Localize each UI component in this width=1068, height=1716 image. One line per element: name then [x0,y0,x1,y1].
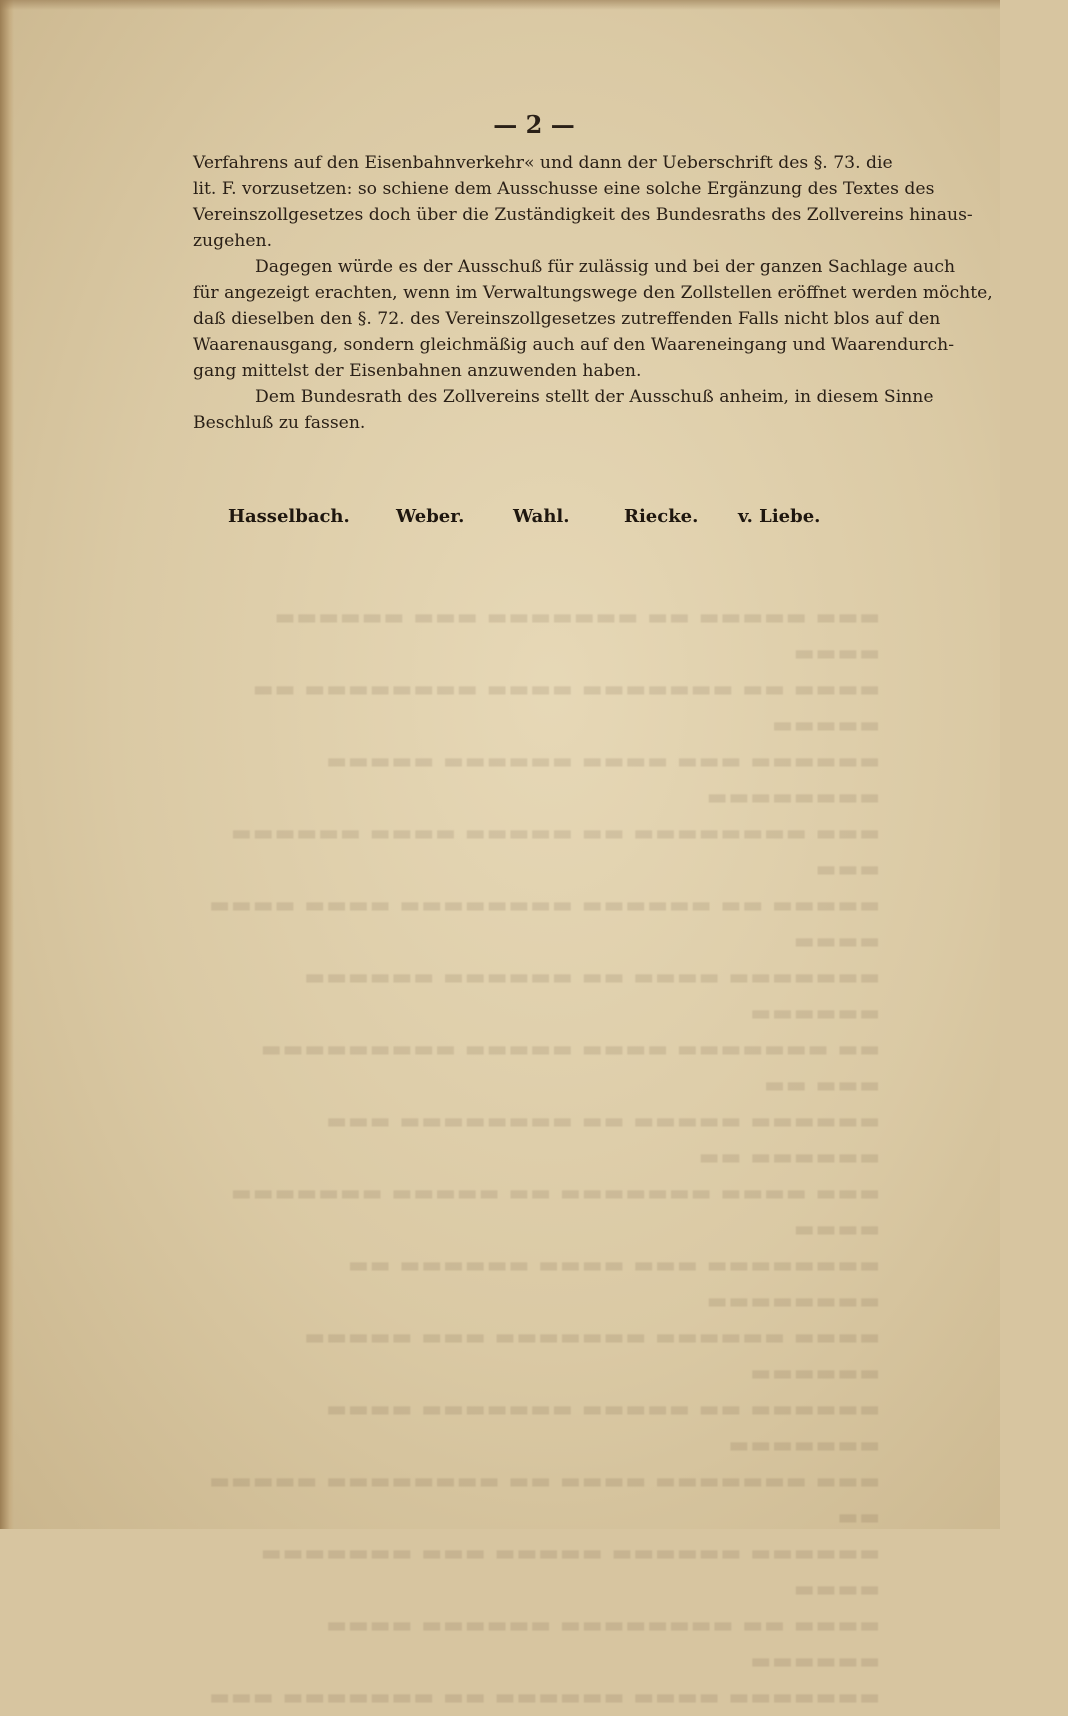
text-line: lit. F. vorzusetzen: so schiene dem Ausschusse eine solche Ergänzung des Textes des [193,179,935,199]
text-line: Waarenausgang, sondern gleichmäßig auch auf den Waareneingang und Waarendurch- [193,335,955,355]
text-line: Dem Bundesrath des Zollvereins stellt der Ausschuß anheim, in diesem Sinne [255,387,934,407]
text-line: für angezeigt erachten, wenn im Verwaltungswege den Zollstellen eröffnet werden möchte, [193,283,993,303]
signature-block [228,506,848,540]
signature: Hasselbach. [228,506,350,527]
text-line: Beschluß zu fassen. [193,413,366,433]
text-line: daß dieselben den §. 72. des Vereinszollgesetzes zutreffenden Falls nicht blos auf den [193,309,941,329]
body-text [193,150,993,436]
text-line: zugehen. [193,231,273,251]
page-top-shadow [0,0,1000,10]
signature: Riecke. [624,506,699,527]
text-line: Vereinszollgesetzes doch über die Zuständigkeit des Bundesraths des Zollvereins hinaus- [193,205,973,225]
signature: v. Liebe. [738,506,821,527]
text-line: gang mittelst der Eisenbahnen anzuwenden haben. [193,361,642,381]
text-line: Verfahrens auf den Eisenbahnverkehr« und dann der Ueberschrift des §. 73. die [193,153,893,173]
text-line: Dagegen würde es der Ausschuß für zulässig und bei der ganzen Sachlage auch [255,257,956,277]
page-binding-edge [0,0,14,1529]
page-number: — 2 — [493,110,575,139]
signature: Wahl. [513,506,570,527]
bleed-through-texture: ▬▬▬ ▬▬▬▬▬ ▬▬ ▬▬▬▬▬▬▬ ▬▬▬ ▬▬▬▬▬▬ ▬▬▬▬ ▬▬▬▬ ▬▬ ▬▬▬▬▬▬▬ ▬▬▬▬ ▬▬▬▬▬▬▬▬ ▬▬ ▬▬▬▬▬ ▬▬▬▬▬▬ ▬▬▬ ▬▬▬▬ ▬▬▬▬▬▬ ▬▬▬▬▬ ▬▬▬▬▬▬▬▬ ▬▬▬ ▬▬▬▬▬▬▬▬ ▬▬ ▬▬▬▬▬ ▬▬▬▬ ▬▬▬▬▬▬ ▬▬▬ ▬▬▬▬▬ ▬▬ ▬▬▬▬▬▬ ▬▬▬▬▬▬▬▬ ▬▬▬▬ ▬▬▬▬ ▬▬▬▬ ▬▬▬▬▬▬▬ ▬▬▬▬ ▬▬ ▬▬▬▬▬▬ ▬▬▬▬▬▬ ▬▬▬▬▬▬ ▬▬ ▬▬▬▬▬▬▬ ▬▬▬▬ ▬▬▬▬▬ ▬▬▬▬▬▬▬▬▬ ▬▬▬ ▬▬ ▬▬▬▬▬▬ ▬▬▬▬▬ ▬▬ ▬▬▬▬▬▬▬▬ ▬▬▬ ▬▬▬▬▬▬ ▬▬ ▬▬▬ ▬▬▬▬ ▬▬▬▬▬▬▬ ▬▬ ▬▬▬▬▬ ▬▬▬▬▬▬▬ ▬▬▬▬ ▬▬▬▬▬▬▬▬ ▬▬▬ ▬▬▬▬ ▬▬▬▬▬▬ ▬▬ ▬▬▬▬▬▬▬▬ ▬▬▬▬ ▬▬▬▬▬▬ ▬▬▬▬▬▬▬ ▬▬▬ ▬▬▬▬▬ ▬▬▬▬▬▬ ▬▬▬▬▬▬ ▬▬ ▬▬▬▬▬ ▬▬▬▬▬▬▬ ▬▬▬▬ ▬▬▬▬▬▬▬ ▬▬▬ ▬▬▬▬▬▬▬ ▬▬▬▬ ▬▬ ▬▬▬▬▬▬▬▬ ▬▬▬▬▬ ▬▬ ▬▬▬▬▬▬ ▬▬▬▬▬▬ ▬▬▬▬▬ ▬▬▬ ▬▬▬▬▬▬▬ ▬▬▬▬ ▬▬▬▬ ▬▬ ▬▬▬▬▬▬▬▬ ▬▬▬▬▬▬ ▬▬▬▬ ▬▬▬▬▬▬ ▬▬▬▬▬▬▬ ▬▬▬▬ ▬▬▬▬▬▬ ▬▬ ▬▬▬▬▬▬▬ ▬▬▬ [208,605,880,1710]
signature: Weber. [396,506,465,527]
